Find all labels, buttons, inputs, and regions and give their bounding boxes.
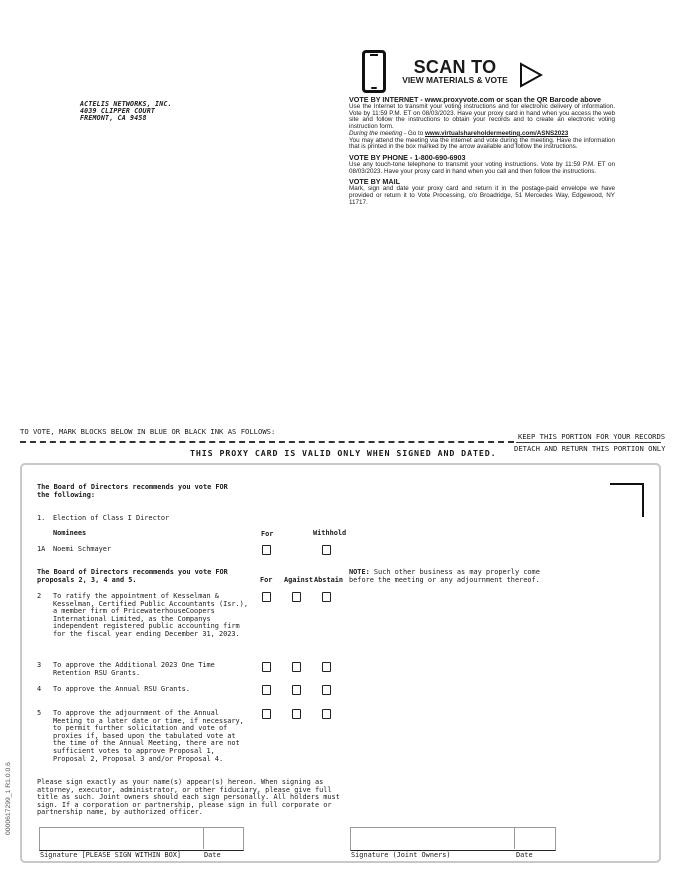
proposal-text: To approve the Additional 2023 One Time Retention RSU Grants. — [53, 661, 215, 677]
internet-heading: VOTE BY INTERNET - www.proxyvote.com or scan the QR Barcode above — [349, 95, 602, 104]
nominee-name: Noemi Schmayer — [53, 545, 112, 553]
proposal-number: 5 — [37, 709, 42, 717]
signature-label: Signature [PLEASE SIGN WITHIN BOX] — [40, 851, 182, 859]
proposal-2-against-checkbox[interactable] — [292, 592, 301, 602]
board-recommendation-2: The Board of Directors recommends you vote FOR proposals 2, 3, 4 and 5. — [37, 568, 228, 584]
joint-date-divider — [514, 827, 515, 849]
address-line: 4039 CLIPPER COURT — [80, 107, 156, 116]
detach-dashed-line — [20, 441, 514, 443]
against-header: Against — [284, 576, 314, 584]
note-text: Such other business as may properly come before the meeting or any adjournment thereof. — [349, 568, 540, 584]
scan-title: SCAN TO — [413, 57, 497, 77]
signature-date-divider — [203, 827, 204, 849]
internet-text: Use the Internet to transmit your voting instructions and for electronic delivery of information. Vote by 11:59 P.M. ET on 08/03/2023. Have your proxy card in hand when you access the web site and follow the instructions to obtain your records and to create an electronic voting instruction form. — [349, 103, 615, 131]
signature-box[interactable] — [39, 827, 244, 851]
withhold-header: Withhold — [313, 529, 347, 537]
scan-subtitle: VIEW MATERIALS & VOTE — [402, 75, 508, 85]
meeting-go: - Go to — [402, 129, 425, 137]
abstain-header: Abstain — [314, 576, 344, 584]
proposal-5-against-checkbox[interactable] — [292, 709, 301, 719]
proposal-3-against-checkbox[interactable] — [292, 662, 301, 672]
phone-icon — [362, 50, 386, 93]
proposal-number: 4 — [37, 685, 42, 693]
proposal-3-abstain-checkbox[interactable] — [322, 662, 331, 672]
proposal-5-for-checkbox[interactable] — [262, 709, 271, 719]
corner-mark — [610, 483, 644, 517]
nominee-number: 1A — [37, 545, 46, 553]
nominee-withhold-checkbox[interactable] — [322, 545, 331, 555]
proposal-text: To approve the Annual RSU Grants. — [53, 685, 190, 693]
mail-text: Mark, sign and date your proxy card and return it in the postage-paid envelope we have provided or return it to Vote Processing, c/o Broadridge, 51 Mercedes Way, Edgewood, NY 11717. — [349, 185, 615, 206]
proposal-text: To approve the adjournment of the Annual Meeting to a later date or time, if necessary, to permit further solicitation and vote of proxies if, based upon the tabulated vote at the time of the Annual Meeting, there are not sufficient votes to approve Proposal 1, Proposal 2, Proposal 3 and/or Proposal 4. — [53, 709, 244, 763]
voting-instructions — [349, 96, 615, 206]
note — [349, 569, 540, 584]
arrow-right-icon — [519, 62, 543, 88]
joint-signature-label: Signature (Joint Owners) — [351, 851, 451, 859]
for-header: For — [261, 530, 274, 538]
address-line: ACTELIS NETWORKS, INC. — [80, 100, 172, 108]
meeting-prefix: During the meeting — [349, 129, 403, 137]
nominees-header: Nominees — [53, 529, 87, 537]
mail-heading: VOTE BY MAIL — [349, 177, 400, 187]
item-1-number: 1. — [37, 514, 46, 522]
valid-notice: THIS PROXY CARD IS VALID ONLY WHEN SIGNED AND DATED. — [190, 448, 497, 458]
date-label: Date — [204, 851, 221, 859]
proposal-4-against-checkbox[interactable] — [292, 685, 301, 695]
phone-text: Use any touch-tone telephone to transmit your voting instructions. Vote by 11:59 P.M. ET on 08/03/2023. Have your proxy card in hand when you call and then follow the instructions. — [349, 160, 615, 175]
nominee-for-checkbox[interactable] — [262, 545, 271, 555]
for-header-2: For — [260, 576, 273, 584]
proposal-4-for-checkbox[interactable] — [262, 685, 271, 695]
note-label: NOTE: — [349, 568, 370, 576]
joint-signature-box[interactable] — [350, 827, 556, 851]
keep-underline — [516, 442, 661, 443]
proposal-2-abstain-checkbox[interactable] — [322, 592, 331, 602]
item-1-text: Election of Class I Director — [53, 514, 170, 522]
proposal-number: 2 — [37, 592, 42, 600]
joint-date-label: Date — [516, 851, 533, 859]
proposal-3-for-checkbox[interactable] — [262, 662, 271, 672]
return-address — [80, 101, 172, 123]
document-code: 0000617299_1 R1.0.0.6 — [5, 762, 12, 835]
proposal-number: 3 — [37, 661, 42, 669]
proposal-2-for-checkbox[interactable] — [262, 592, 271, 602]
detach-portion-label: DETACH AND RETURN THIS PORTION ONLY — [514, 444, 666, 453]
ink-instruction: TO VOTE, MARK BLOCKS BELOW IN BLUE OR BLACK INK AS FOLLOWS: — [20, 427, 276, 436]
meeting-url-link[interactable]: www.virtualshareholdermeeting.com/ASNS2023 — [424, 129, 569, 137]
phone-heading: VOTE BY PHONE - 1-800-690-6903 — [349, 152, 466, 162]
proposal-text: To ratify the appointment of Kesselman & Kesselman, Certified Public Accountants (Isr.), a member firm of PricewaterhouseCoopers International Limited, as the Companys independent registered public accounting firm for the fiscal year ending December 31, 2023. — [53, 592, 248, 638]
board-recommendation-1: The Board of Directors recommends you vote FOR the following: — [37, 483, 228, 499]
sign-instructions: Please sign exactly as your name(s) appear(s) hereon. When signing as attorney, executor, administrator, or other fiduciary, please give full title as such. Joint owners should each sign personally. All holders must sign. If a corporation or partnership, please sign in full corporate or partnership name, by authorized officer. — [37, 778, 340, 817]
proposal-4-abstain-checkbox[interactable] — [322, 685, 331, 695]
proposal-5-abstain-checkbox[interactable] — [322, 709, 331, 719]
meeting-text: You may attend the meeting via the internet and vote during the meeting. Have the information that is printed in the box marked by the arrow available and follow the instructions. — [349, 136, 615, 151]
keep-portion-label: KEEP THIS PORTION FOR YOUR RECORDS — [518, 432, 666, 441]
address-line: FREMONT, CA 9458 — [80, 114, 147, 123]
